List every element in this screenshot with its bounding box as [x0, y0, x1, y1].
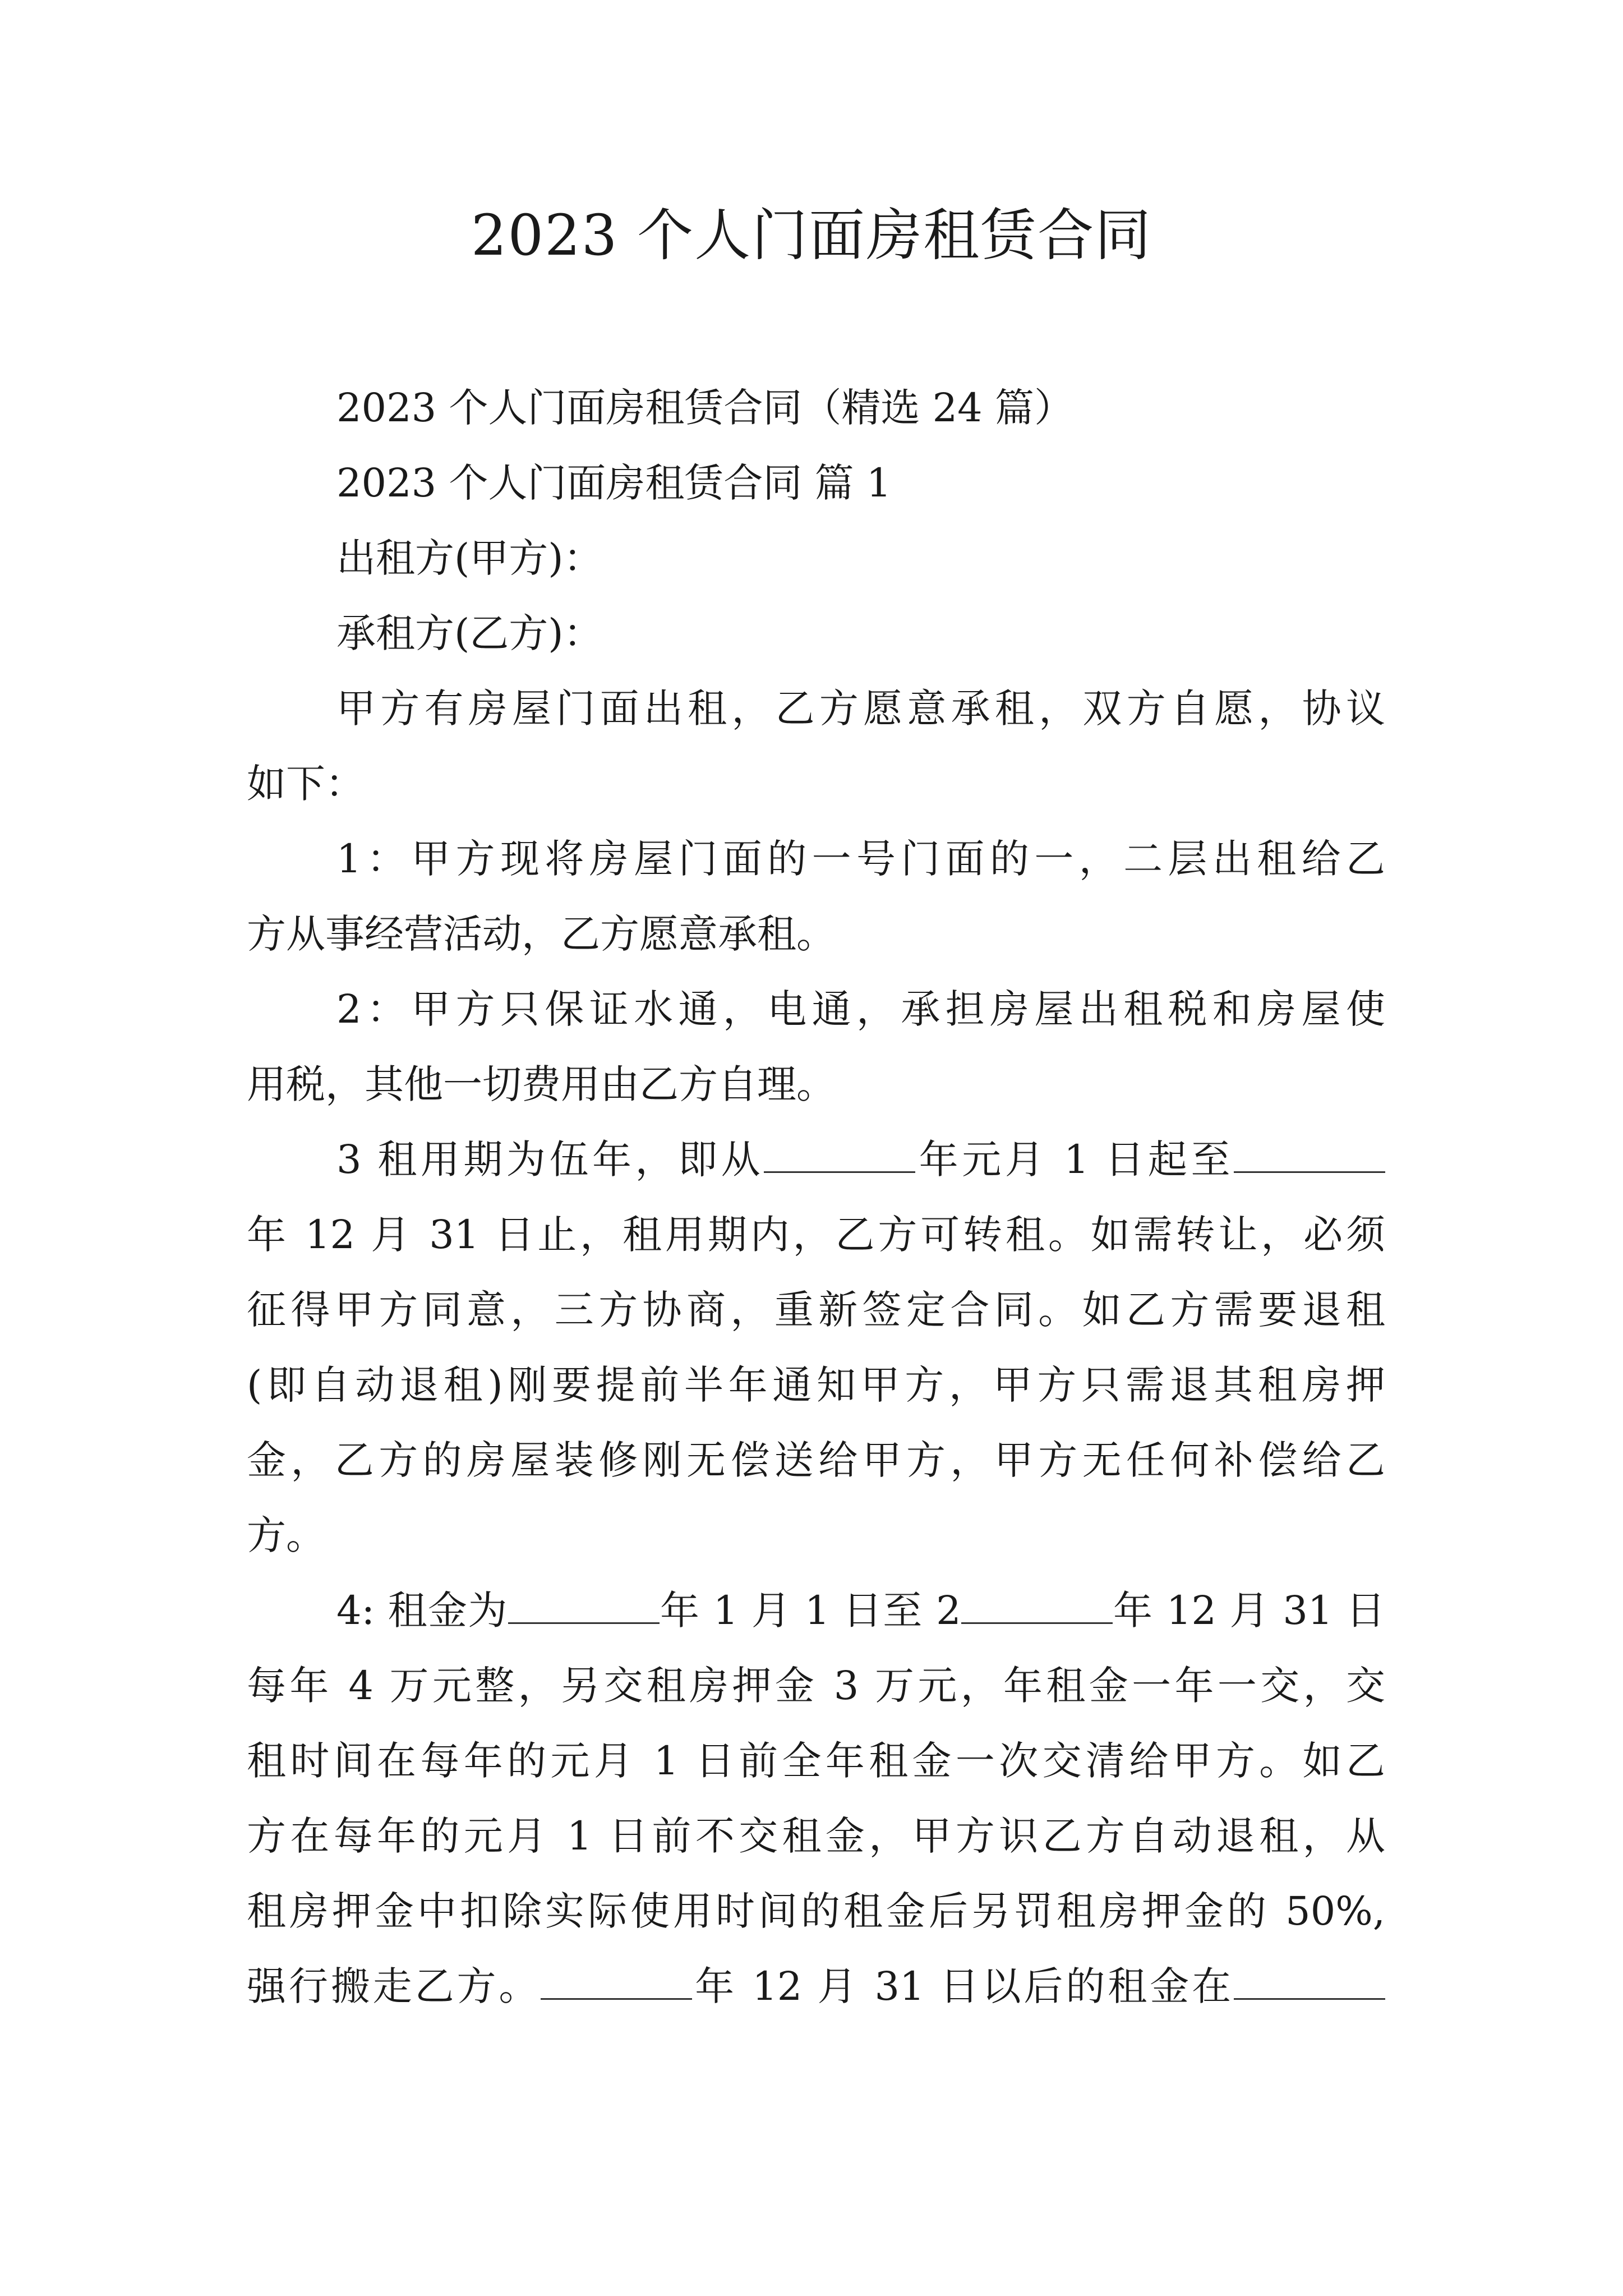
paragraph-line: 2023 个人门面房租赁合同（精选 24 篇） — [336, 385, 1073, 431]
paragraph-line: 如下： — [247, 761, 365, 807]
fill-in-blank — [508, 1589, 660, 1624]
paragraph-line: 征得甲方同意，三方协商，重新签定合同。如乙方需要退租 — [247, 1287, 1385, 1333]
paragraph-line: 方从事经营活动，乙方愿意承租。 — [247, 911, 836, 957]
paragraph-line-with-blanks — [247, 1573, 1385, 1648]
fill-in-blank — [541, 1964, 692, 2000]
fill-in-blank — [764, 1138, 915, 1173]
text-segment: 年 1 月 1 日至 2 — [659, 1588, 961, 1634]
document-body — [247, 370, 1385, 2024]
paragraph-line: 方。 — [247, 1512, 325, 1558]
text-segment: 年元月 1 日起至 — [915, 1137, 1234, 1182]
paragraph-line: 年 12 月 31 日止，租用期内，乙方可转租。如需转让，必须 — [247, 1212, 1385, 1258]
paragraph-line: (即自动退租)刚要提前半年通知甲方，甲方只需退其租房押 — [247, 1362, 1385, 1408]
paragraph-line-with-blanks — [247, 1122, 1385, 1197]
document-title: 2023 个人门面房租赁合同 — [471, 203, 1152, 268]
paragraph-line: 租房押金中扣除实际使用时间的租金后另罚租房押金的 50%, — [247, 1888, 1385, 1934]
paragraph-line: 出租方(甲方)： — [336, 535, 603, 581]
text-segment: 年 12 月 31 日以后的租金在 — [692, 1963, 1234, 2009]
paragraph-line: 甲方有房屋门面出租，乙方愿意承租，双方自愿，协议 — [336, 685, 1385, 731]
paragraph-line: 承租方(乙方)： — [336, 610, 603, 656]
paragraph-line: 每年 4 万元整，另交租房押金 3 万元，年租金一年一交，交 — [247, 1663, 1385, 1709]
paragraph-line: 1：甲方现将房屋门面的一号门面的一，二层出租给乙 — [336, 836, 1385, 882]
paragraph-line: 方在每年的元月 1 日前不交租金，甲方识乙方自动退租，从 — [247, 1813, 1385, 1859]
paragraph-line: 金，乙方的房屋装修刚无偿送给甲方，甲方无任何补偿给乙 — [247, 1437, 1385, 1483]
paragraph-line-with-blanks — [247, 1949, 1385, 2024]
paragraph-line: 租时间在每年的元月 1 日前全年租金一次交清给甲方。如乙 — [247, 1738, 1385, 1784]
text-segment: 3 租用期为伍年，即从 — [336, 1137, 764, 1182]
paragraph-line: 用税，其他一切费用由乙方自理。 — [247, 1061, 836, 1107]
fill-in-blank — [1234, 1964, 1385, 2000]
text-segment: 年 12 月 31 日 — [1112, 1588, 1385, 1634]
fill-in-blank — [1234, 1138, 1385, 1173]
fill-in-blank — [961, 1589, 1113, 1624]
paragraph-line: 2023 个人门面房租赁合同 篇 1 — [336, 460, 892, 506]
text-segment: 强行搬走乙方。 — [247, 1963, 541, 2009]
paragraph-line: 2：甲方只保证水通，电通，承担房屋出租税和房屋使 — [336, 986, 1385, 1032]
text-segment: 4: 租金为 — [336, 1588, 508, 1634]
